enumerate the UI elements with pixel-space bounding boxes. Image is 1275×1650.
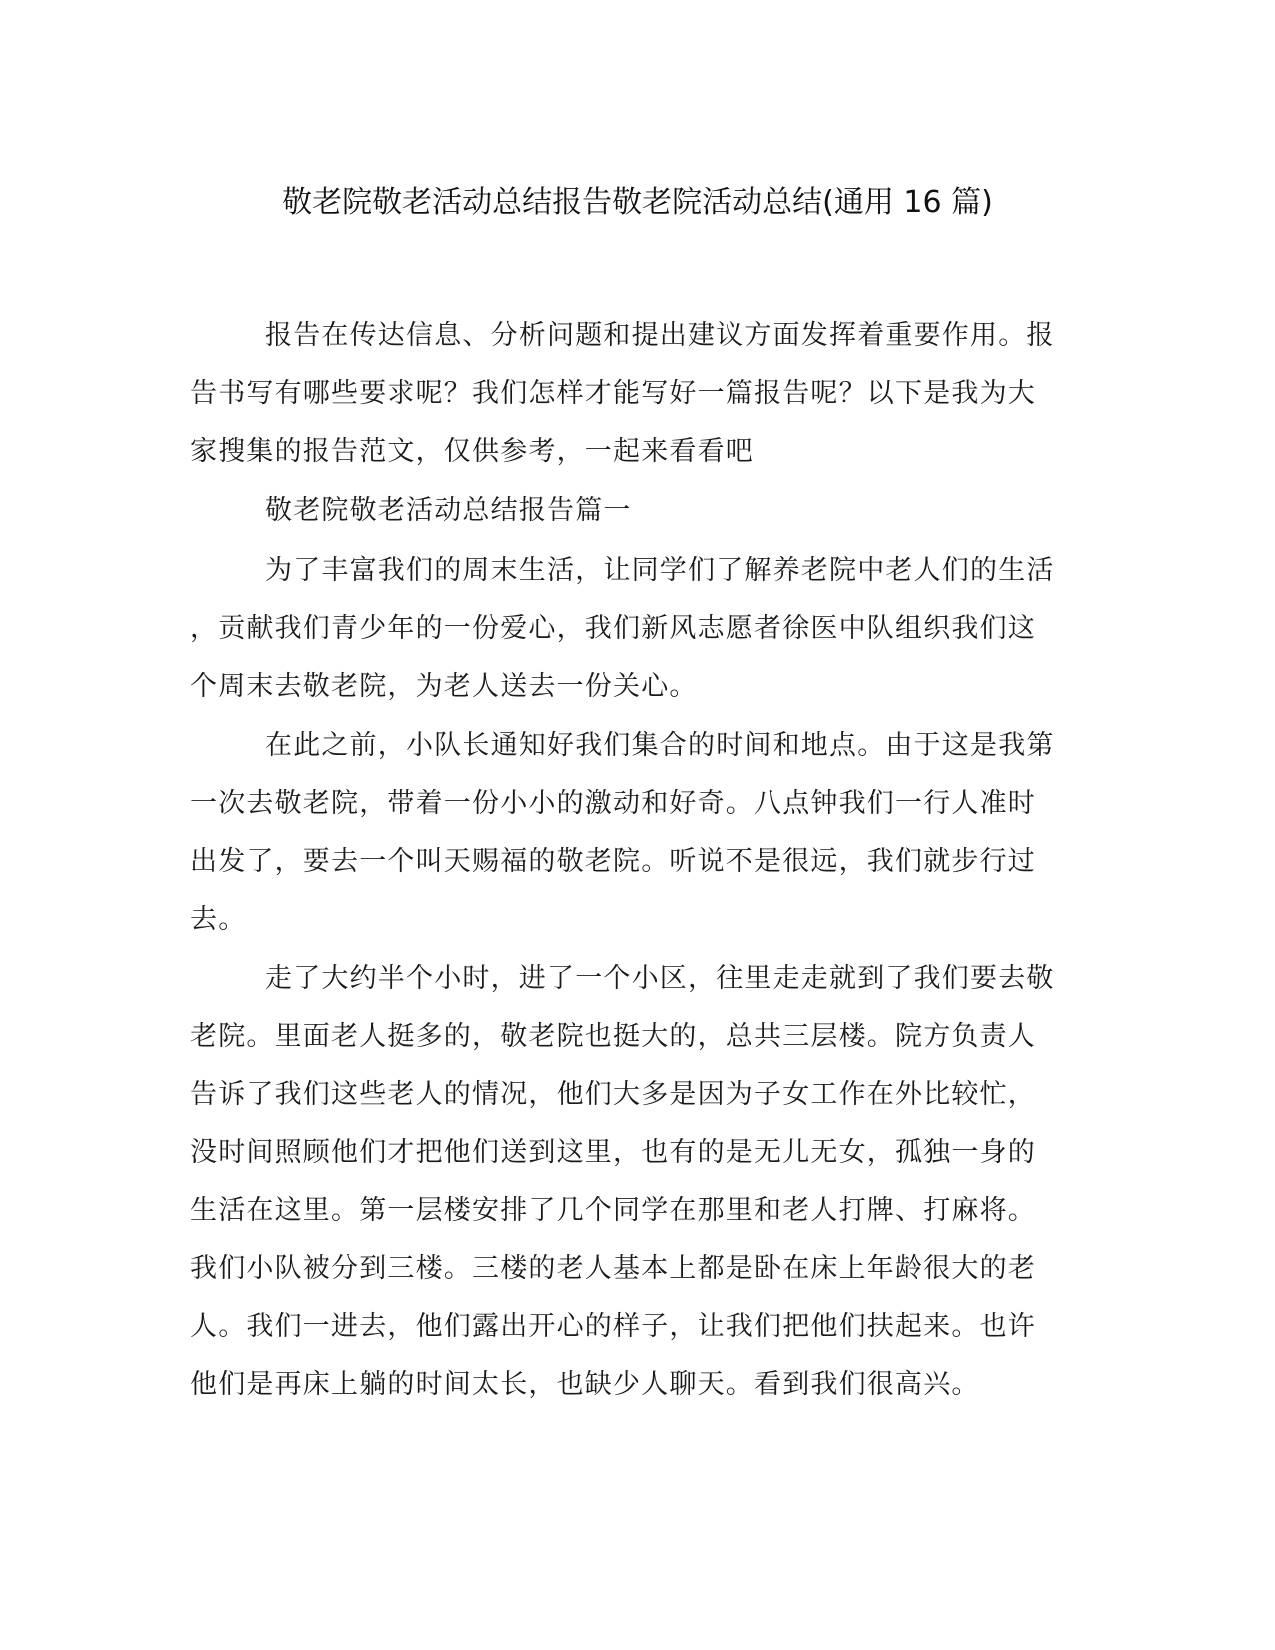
paragraph-line: 他们是再床上躺的时间太长，也缺少人聊天。看到我们很高兴。 <box>190 1369 980 1400</box>
paragraph-line: 家搜集的报告范文，仅供参考，一起来看看吧 <box>190 436 754 467</box>
paragraph-line: 告诉了我们这些老人的情况，他们大多是因为子女工作在外比较忙， <box>190 1079 1036 1110</box>
paragraph-line: 没时间照顾他们才把他们送到这里，也有的是无儿无女，孤独一身的 <box>190 1137 1036 1168</box>
paragraph-line: 在此之前，小队长通知好我们集合的时间和地点。由于这是我第 <box>265 730 1055 761</box>
paragraph-line: 走了大约半个小时，进了一个小区，往里走走就到了我们要去敬 <box>265 963 1055 994</box>
paragraph-line: 生活在这里。第一层楼安排了几个同学在那里和老人打牌、打麻将。 <box>190 1195 1036 1226</box>
paragraph-line: 老院。里面老人挺多的，敬老院也挺大的，总共三层楼。院方负责人 <box>190 1021 1036 1052</box>
paragraph-line: 出发了，要去一个叫天赐福的敬老院。听说不是很远，我们就步行过 <box>190 846 1036 877</box>
paragraph-line: 告书写有哪些要求呢？我们怎样才能写好一篇报告呢？以下是我为大 <box>190 378 1036 409</box>
paragraph-line: 个周末去敬老院，为老人送去一份关心。 <box>190 671 698 702</box>
paragraph-line: 为了丰富我们的周末生活，让同学们了解养老院中老人们的生活 <box>265 555 1055 586</box>
paragraph-line: 去。 <box>190 904 247 935</box>
paragraph-line: 报告在传达信息、分析问题和提出建议方面发挥着重要作用。报 <box>265 320 1055 351</box>
paragraph-line: 一次去敬老院，带着一份小小的激动和好奇。八点钟我们一行人准时 <box>190 788 1036 819</box>
paragraph-line: 人。我们一进去，他们露出开心的样子，让我们把他们扶起来。也许 <box>190 1311 1036 1342</box>
paragraph-line: ，贡献我们青少年的一份爱心，我们新风志愿者徐医中队组织我们这 <box>190 613 1036 644</box>
document-title: 敬老院敬老活动总结报告敬老院活动总结(通用 16 篇) <box>282 185 993 220</box>
section-heading: 敬老院敬老活动总结报告篇一 <box>265 495 632 526</box>
paragraph-line: 我们小队被分到三楼。三楼的老人基本上都是卧在床上年龄很大的老 <box>190 1253 1036 1284</box>
